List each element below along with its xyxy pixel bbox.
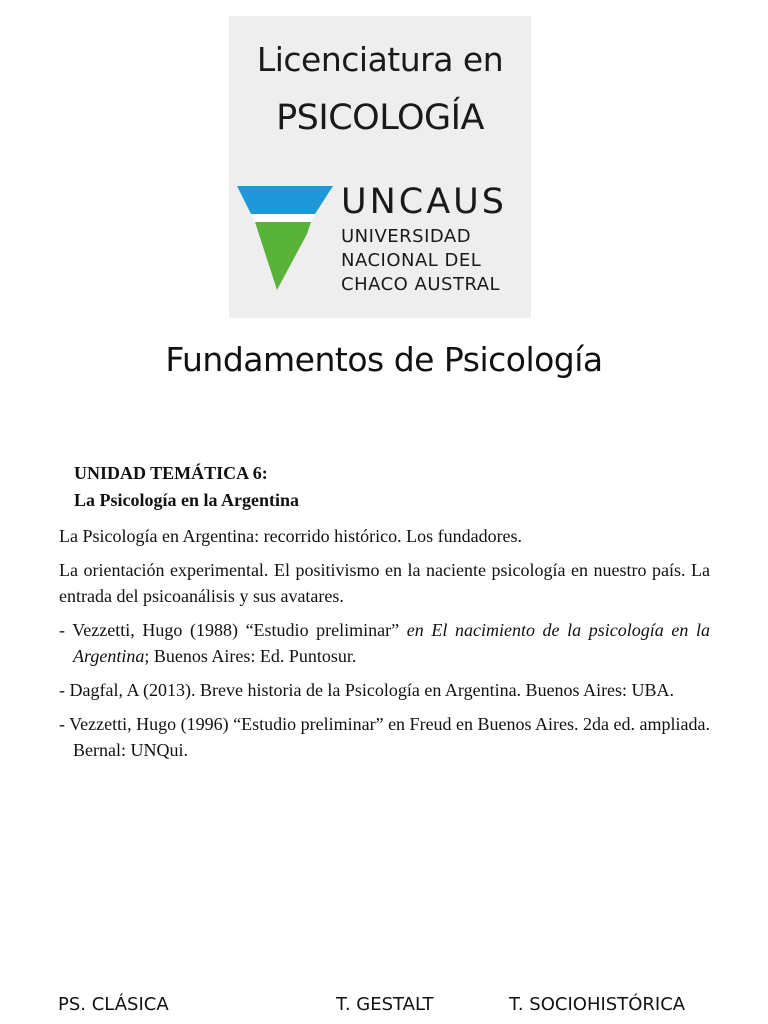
unit-number-heading: UNIDAD TEMÁTICA 6:: [74, 463, 268, 483]
university-acronym: UNCAUS: [341, 182, 508, 222]
reference-title-italic: en El nacimiento de la psicología en la Argentina: [73, 620, 710, 666]
uncaus-emblem-icon: [237, 184, 333, 292]
unit-content: [59, 523, 710, 771]
reference-item: [59, 617, 710, 669]
course-title: Fundamentos de Psicología: [165, 340, 603, 379]
reference-text: - Dagfal, A (2013). Breve historia de la Psicología en Argentina. Buenos Aires: UBA.: [59, 680, 675, 700]
logo-degree-line: Licenciatura en: [256, 40, 504, 79]
content-paragraph: La Psicología en Argentina: recorrido histórico. Los fundadores.: [59, 526, 523, 546]
reference-text: ; Buenos Aires: Ed. Puntosur.: [144, 646, 357, 666]
university-name-line: NACIONAL DEL: [341, 250, 482, 271]
reference-text: - Vezzetti, Hugo (1988) “Estudio preliminar”: [59, 620, 407, 640]
footer-label: T. SOCIOHISTÓRICA: [509, 994, 686, 1015]
university-name-line: CHACO AUSTRAL: [341, 274, 501, 295]
unit-name-heading: La Psicología en la Argentina: [74, 490, 299, 510]
university-name-line: UNIVERSIDAD: [341, 226, 472, 247]
footer-label: PS. CLÁSICA: [58, 994, 169, 1015]
reference-text: - Vezzetti, Hugo (1996) “Estudio preliminar” en Freud en Buenos Aires. 2da ed. ampliada. Bernal: UNQui.: [59, 714, 710, 760]
footer-label: T. GESTALT: [336, 994, 434, 1015]
university-logo: [229, 16, 531, 318]
logo-discipline-line: PSICOLOGÍA: [276, 98, 484, 138]
reference-item: [59, 677, 710, 703]
reference-item: [59, 711, 710, 763]
content-paragraph: La orientación experimental. El positivismo en la naciente psicología en nuestro país. La entrada del psicoanálisis y sus avatares.: [59, 560, 710, 606]
